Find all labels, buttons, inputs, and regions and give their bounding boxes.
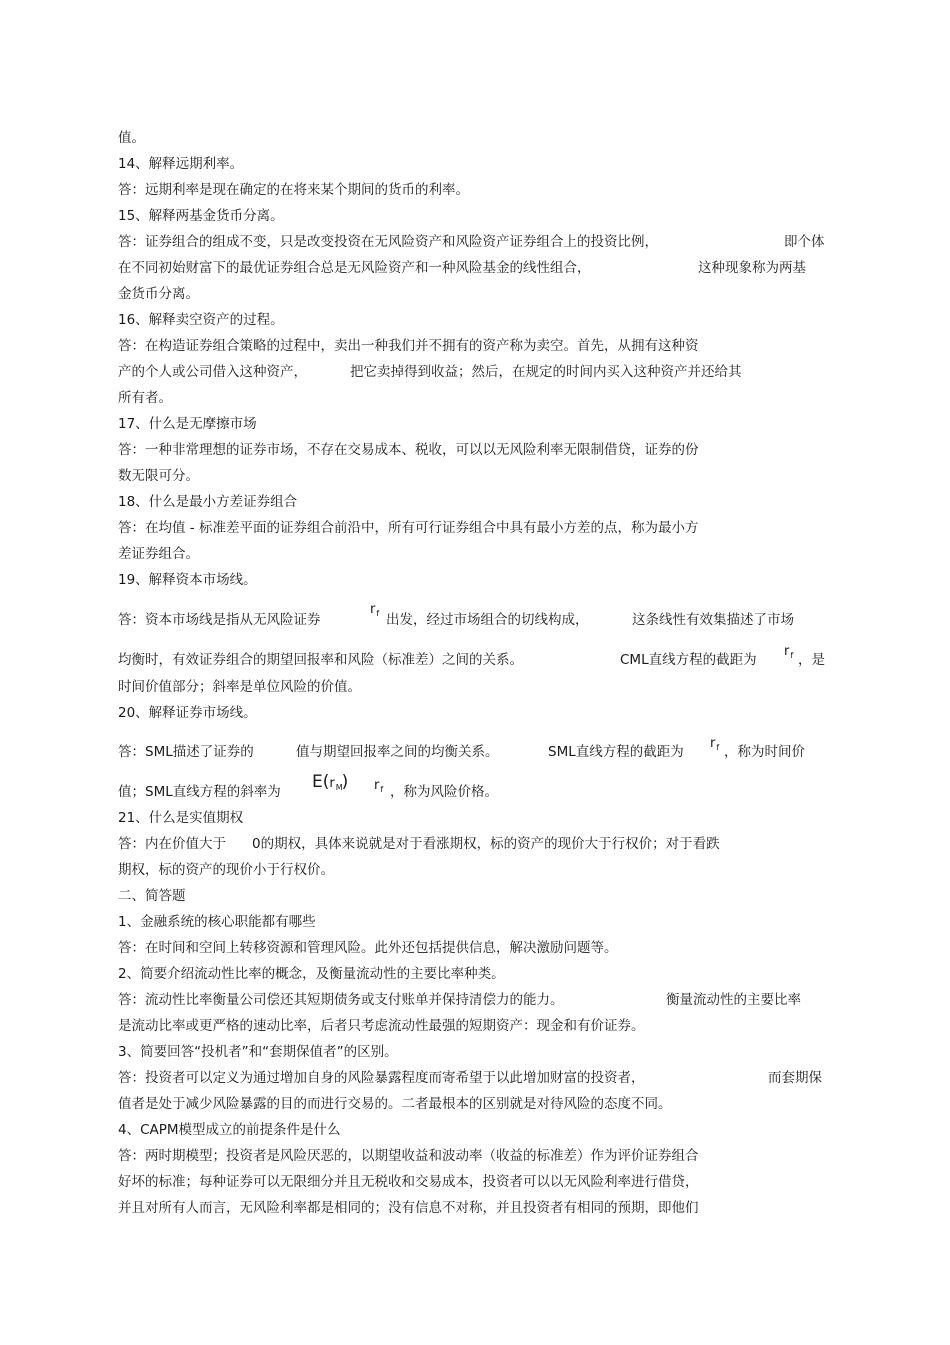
answer-18: 答：在均值 - 标准差平面的证券组合前沿中，所有可行证券组合中具有最小方差的点，称为最小方 — [118, 520, 699, 536]
section-heading: 二、简答题 — [118, 888, 186, 904]
text-line: 差证券组合。 — [118, 546, 199, 562]
rf-symbol: $r_f$ — [710, 736, 720, 752]
text-line: 好坏的标准；每种证券可以无限细分并且无税收和交易成本，投资者可以以无风险利率进行借贷， — [118, 1174, 699, 1190]
answer-17: 答：一种非常理想的证券市场，不存在交易成本、税收，可以以无风险利率无限制借贷，证券的份 — [118, 442, 699, 458]
answer-20: 答：SML描述了证券的 值与期望回报率之间的均衡关系。 SML直线方程的截距为 $r_f$ ，称为时间价 — [118, 736, 805, 760]
rf-symbol: $r_f$ — [374, 778, 384, 794]
question-17: 17、什么是无摩擦市场 — [118, 416, 257, 432]
text-line: 值。 — [118, 130, 145, 146]
text-line: 值；SML直线方程的斜率为 E(rM) $r_f$ ，称为风险价格。 — [118, 772, 498, 800]
text-line: 是流动比率或更严格的速动比率，后者只考虑流动性最强的短期资产：现金和有价证券。 — [118, 1018, 645, 1034]
question-19: 19、解释资本市场线。 — [118, 572, 257, 588]
rf-symbol: $r_f$ — [370, 602, 380, 618]
text-line: 金货币分离。 — [118, 286, 199, 302]
answer-15: 答：证券组合的组成不变，只是改变投资在无风险资产和风险资产证券组合上的投资比例， 即个体 — [118, 234, 825, 250]
text-line: 时间价值部分；斜率是单位风险的价值。 — [118, 679, 361, 695]
question-20: 20、解释证券市场线。 — [118, 705, 257, 721]
answer-4: 答：两时期模型；投资者是风险厌恶的，以期望收益和波动率（收益的标准差）作为评价证券组合 — [118, 1148, 699, 1164]
text-line: 数无限可分。 — [118, 468, 199, 484]
question-3: 3、简要回答“投机者”和“套期保值者”的区别。 — [118, 1044, 398, 1060]
answer-3: 答：投资者可以定义为通过增加自身的风险暴露程度而寄希望于以此增加财富的投资者， 而套期保 — [118, 1070, 822, 1086]
question-4: 4、CAPM模型成立的前提条件是什么 — [118, 1122, 341, 1138]
answer-2: 答：流动性比率衡量公司偿还其短期债务或支付账单并保持清偿力的能力。 衡量流动性的主要比率 — [118, 992, 801, 1008]
text-line: 在不同初始财富下的最优证券组合总是无风险资产和一种风险基金的线性组合， 这种现象称为两基 — [118, 260, 806, 276]
question-21: 21、什么是实值期权 — [118, 810, 244, 826]
text-line: 期权，标的资产的现价小于行权价。 — [118, 862, 334, 878]
expected-market-return-symbol: E(rM) — [312, 772, 349, 792]
answer-16: 答：在构造证券组合策略的过程中，卖出一种我们并不拥有的资产称为卖空。首先，从拥有这种资 — [118, 338, 699, 354]
question-14: 14、解释远期利率。 — [118, 156, 244, 172]
question-16: 16、解释卖空资产的过程。 — [118, 312, 284, 328]
answer-14: 答：远期利率是现在确定的在将来某个期间的货币的利率。 — [118, 182, 469, 198]
answer-21: 答：内在价值大于 0的期权，具体来说就是对于看涨期权，标的资产的现价大于行权价；对于看跌 — [118, 836, 720, 852]
text-line: 值者是处于减少风险暴露的目的而进行交易的。二者最根本的区别就是对待风险的态度不同。 — [118, 1096, 672, 1112]
text-line: 产的个人或公司借入这种资产， 把它卖掉得到收益；然后，在规定的时间内买入这种资产并还给其 — [118, 364, 742, 380]
text-line: 均衡时，有效证券组合的期望回报率和风险（标准差）之间的关系。 CML直线方程的截距为 $r_f$ ，是 — [118, 644, 825, 668]
text-line: 所有者。 — [118, 390, 172, 406]
answer-19: 答：资本市场线是指从无风险证券 $r_f$ 出发，经过市场组合的切线构成， 这条线性有效集描述了市场 — [118, 602, 794, 628]
question-18: 18、什么是最小方差证券组合 — [118, 494, 298, 510]
text-line: 并且对所有人而言，无风险利率都是相同的；没有信息不对称，并且投资者有相同的预期，即他们 — [118, 1200, 699, 1216]
question-15: 15、解释两基金货币分离。 — [118, 208, 284, 224]
answer-1: 答：在时间和空间上转移资源和管理风险。此外还包括提供信息，解决激励问题等。 — [118, 940, 618, 956]
rf-symbol: $r_f$ — [784, 644, 794, 660]
question-1: 1、金融系统的核心职能都有哪些 — [118, 914, 316, 930]
question-2: 2、简要介绍流动性比率的概念，及衡量流动性的主要比率种类。 — [118, 966, 505, 982]
